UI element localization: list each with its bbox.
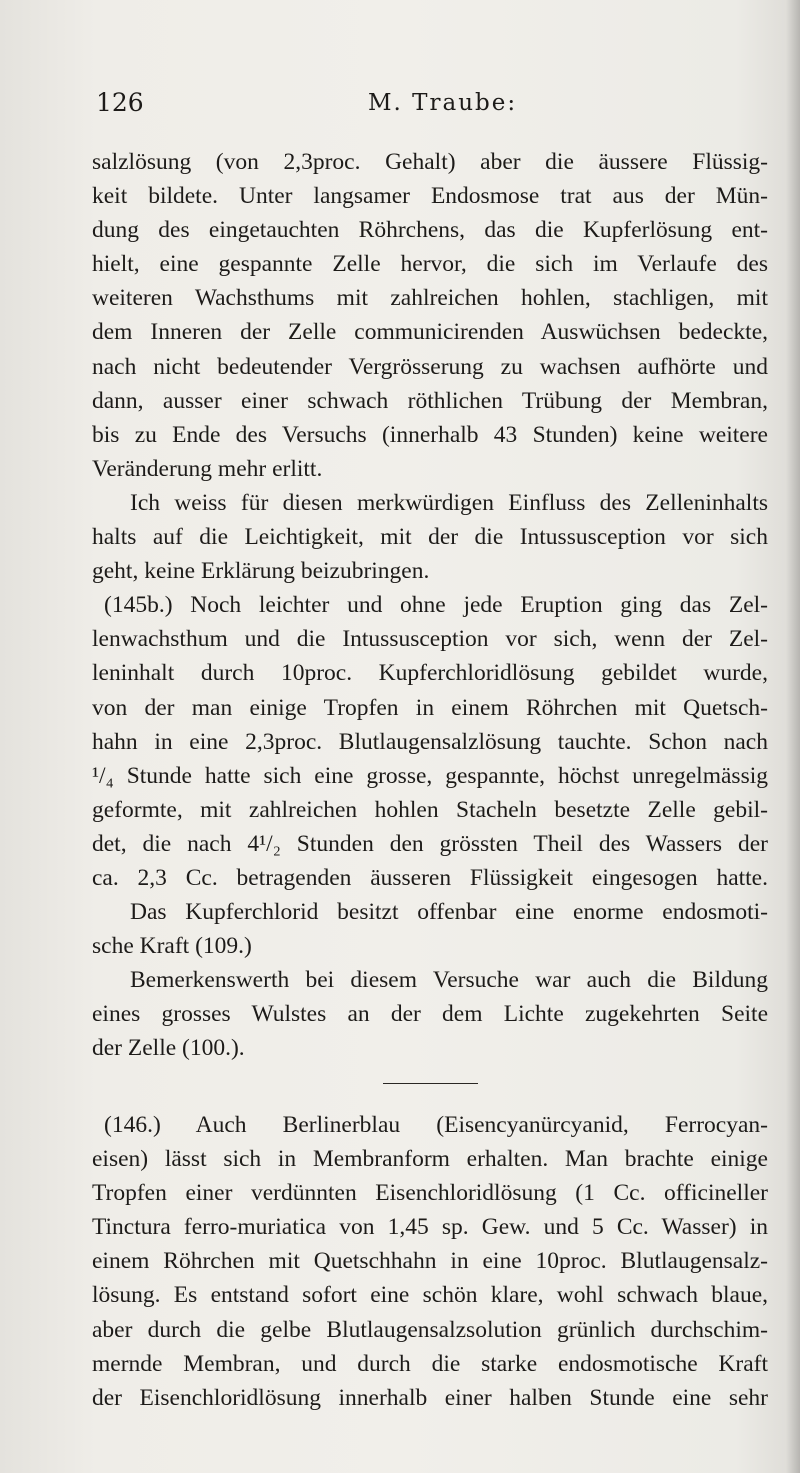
text-line: mernde Membran, und durch die starke endosmotische Kraft xyxy=(92,1350,768,1377)
text-line: einem Röhrchen mit Quetschhahn in eine 10proc. Blutlaugensalz- xyxy=(92,1248,768,1275)
text-line: eines grosses Wulstes an der dem Lichte zugekehrten Seite xyxy=(92,1001,768,1028)
text-line: det, die nach 4¹/₂ Stunden den grössten Theil des Wassers der xyxy=(92,830,768,857)
page-header xyxy=(96,86,768,120)
text-line: Veränderung mehr erlitt. xyxy=(92,455,323,482)
text-line: hahn in eine 2,3proc. Blutlaugensalzlösung tauchte. Schon nach xyxy=(92,728,768,755)
text-line: Tropfen einer verdünnten Eisenchloridlösung (1 Cc. officineller xyxy=(92,1180,768,1207)
body-text-section-2 xyxy=(92,1108,768,1415)
text-line: Ich weiss für diesen merkwürdigen Einfluss des Zelleninhalts xyxy=(130,489,768,516)
text-line: geformte, mit zahlreichen hohlen Stacheln besetzte Zelle gebil- xyxy=(92,796,768,823)
text-line: dem Inneren der Zelle communicirenden Auswüchsen bedeckte, xyxy=(92,319,768,346)
text-line: salzlösung (von 2,3proc. Gehalt) aber die äussere Flüssig- xyxy=(92,149,768,175)
section-separator-rule xyxy=(383,1083,478,1084)
text-line: (145b.) Noch leichter und ohne jede Eruption ging das Zel- xyxy=(104,592,768,619)
text-line: weiteren Wachsthums mit zahlreichen hohlen, stachligen, mit xyxy=(92,285,768,312)
text-line: Tinctura ferro-muriatica von 1,45 sp. Gew. und 5 Cc. Wasser) in xyxy=(92,1214,768,1241)
text-line: Das Kupferchlorid besitzt offenbar eine enorme endosmoti- xyxy=(130,899,768,926)
text-line: aber durch die gelbe Blutlaugensalzsolution grünlich durchschim- xyxy=(92,1316,768,1343)
text-line: halts auf die Leichtigkeit, mit der die Intussusception vor sich xyxy=(92,524,768,551)
text-line: der Zelle (100.). xyxy=(92,1035,245,1062)
page-number: 126 xyxy=(96,88,144,117)
running-head: M. Traube: xyxy=(368,90,518,116)
text-line: der Eisenchloridlösung innerhalb einer halben Stunde eine sehr xyxy=(92,1384,768,1411)
text-line: dann, ausser einer schwach röthlichen Trübung der Membran, xyxy=(92,387,768,414)
text-line: leninhalt durch 10proc. Kupferchloridlösung gebildet wurde, xyxy=(92,660,768,687)
text-line: geht, keine Erklärung beizubringen. xyxy=(92,558,430,585)
text-line: sche Kraft (109.) xyxy=(92,933,252,960)
text-line: (146.) Auch Berlinerblau (Eisencyanürcyanid, Ferrocyan- xyxy=(104,1112,768,1138)
text-line: bis zu Ende des Versuchs (innerhalb 43 Stunden) keine weitere xyxy=(92,421,768,448)
text-line: ¹/₄ Stunde hatte sich eine grosse, gespannte, höchst unregelmässig xyxy=(92,762,768,789)
text-line: hielt, eine gespannte Zelle hervor, die sich im Verlaufe des xyxy=(92,251,768,278)
page-edge-shadow xyxy=(786,0,800,1473)
text-line: von der man einige Tropfen in einem Röhrchen mit Quetsch- xyxy=(92,694,768,721)
text-line: dung des eingetauchten Röhrchens, das die Kupferlösung ent- xyxy=(92,217,768,244)
text-line: Bemerkenswerth bei diesem Versuche war auch die Bildung xyxy=(130,967,768,994)
text-line: keit bildete. Unter langsamer Endosmose trat aus der Mün- xyxy=(92,183,768,210)
text-line: lösung. Es entstand sofort eine schön klare, wohl schwach blaue, xyxy=(92,1282,768,1309)
text-line: eisen) lässt sich in Membranform erhalten. Man brachte einige xyxy=(92,1146,768,1173)
body-text-section-1 xyxy=(92,145,768,1066)
text-line: ca. 2,3 Cc. betragenden äusseren Flüssigkeit eingesogen hatte. xyxy=(92,864,768,891)
text-line: lenwachsthum und die Intussusception vor sich, wenn der Zel- xyxy=(92,626,768,653)
text-line: nach nicht bedeutender Vergrösserung zu wachsen aufhörte und xyxy=(92,353,768,380)
